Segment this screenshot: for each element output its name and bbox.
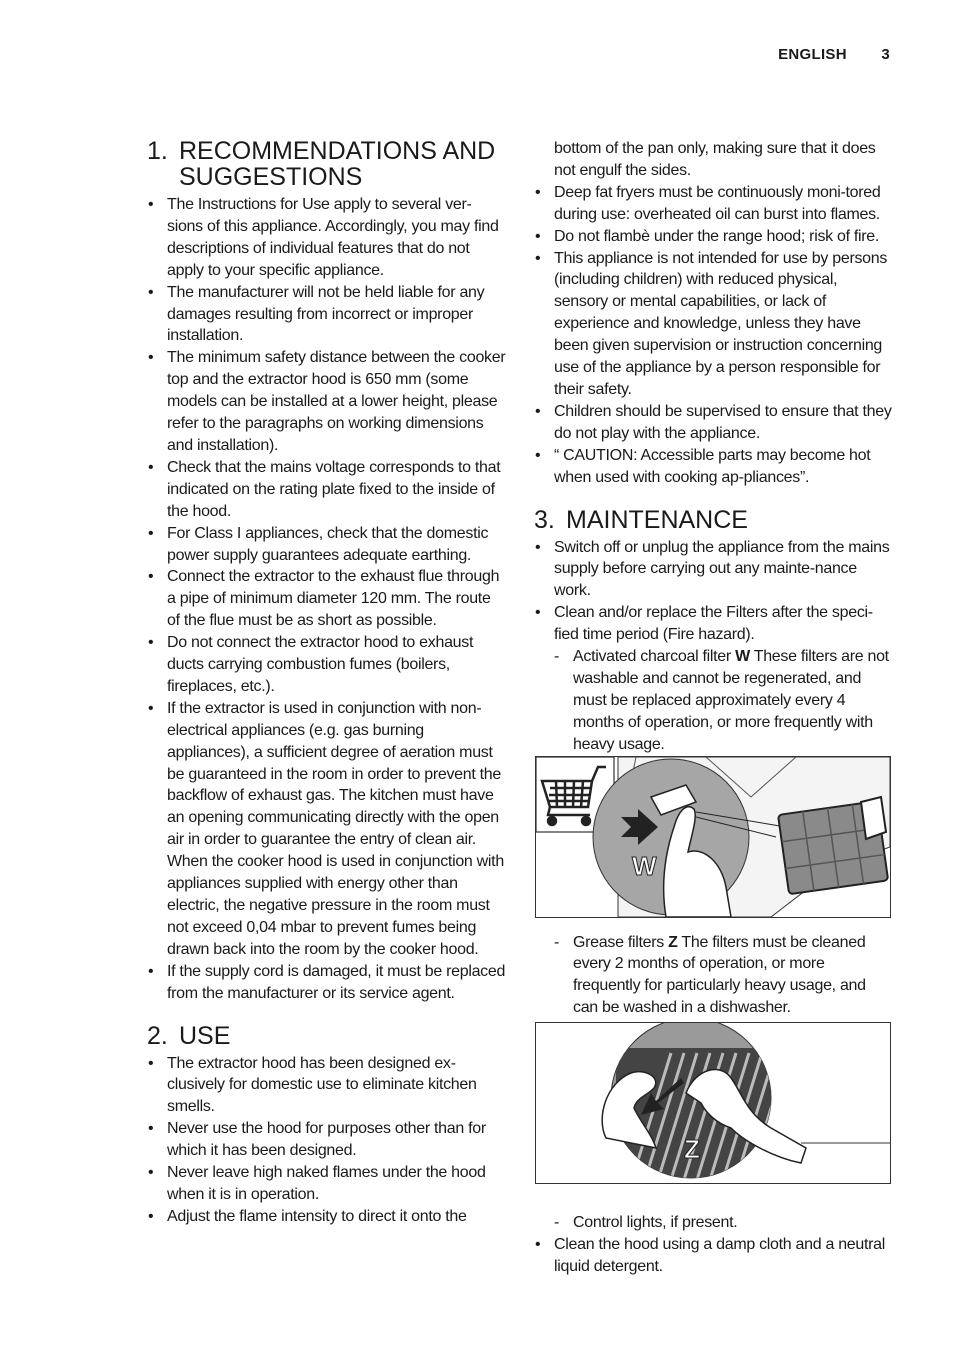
charcoal-text-pre: Activated charcoal filter (573, 648, 736, 666)
list-item: • This appliance is not intended for use by persons (including children) with reduced physical, sensory or mental capabilities, or lack of experience and knowledge, unless they have been given supervision or instruction concerning use of the appliance by a person responsible for their safety. (534, 248, 894, 401)
list-item: • Adjust the flame intensity to direct it onto the (147, 1206, 507, 1228)
right-column (534, 138, 894, 1278)
list-item: • Children should be supervised to ensure that they do not play with the appliance. (534, 401, 894, 445)
section-3-heading (534, 507, 894, 533)
section-3-title: MAINTENANCE (566, 505, 748, 534)
section-3-number: 3. (534, 505, 555, 534)
grease-filter-letter: Z (668, 933, 678, 951)
list-item: • Clean the hood using a damp cloth and a neutral liquid detergent. (534, 1234, 894, 1278)
section-3-list-end (534, 1212, 894, 1278)
list-item: • The Instructions for Use apply to several ver-sions of this appliance. Accordingly, you may find descriptions of individual features that do not apply to your specific appliance. (147, 194, 507, 282)
section-1-number: 1. (147, 137, 168, 165)
language-label: ENGLISH (778, 46, 847, 63)
page-number: 3 (881, 46, 890, 63)
charcoal-filter-letter: W (735, 648, 750, 666)
charcoal-filter-figure (535, 756, 891, 918)
list-item: • For Class I appliances, check that the domestic power supply guarantees adequate earthing. (147, 523, 507, 567)
list-item: • The minimum safety distance between the cooker top and the extractor hood is 650 mm (some models can be installed at a lower height, please refer to the paragraphs on working dimensions and installation). (147, 347, 507, 457)
list-item: • Clean and/or replace the Filters after the speci-fied time period (Fire hazard). (534, 602, 894, 646)
grease-text-pre: Grease filters (573, 933, 669, 951)
charcoal-text-post: These filters are not washable and cannot be regenerated, and must be replaced approximately every 4 months of operation, or more frequently with heavy usage. (573, 648, 889, 753)
grease-text-post: The filters must be cleaned every 2 months of operation, or more frequently for particularly heavy usage, and can be washed in a dishwasher. (573, 933, 866, 1017)
continued-item-text: bottom of the pan only, making sure that it does not engulf the sides. (554, 140, 876, 179)
list-item: • If the supply cord is damaged, it must be replaced from the manufacturer or its service agent. (147, 961, 507, 1005)
list-item: • Switch off or unplug the appliance from the mains supply before carrying out any mainte-nance work. (534, 537, 894, 603)
grease-filter-list (534, 932, 894, 1020)
grease-filter-item (534, 932, 894, 1020)
list-item: • If the extractor is used in conjunction with non-electrical appliances (e.g. gas burning appliances), a sufficient degree of aeration must be guaranteed in the room in order to prevent the backflow of exhaust gas. The kitchen must have an opening communicating directly with the open air in order to guarantee the entry of clean air. When the cooker hood is used in conjunction with appliances supplied with energy other than electric, the negative pressure in the room must not exceed 0,04 mbar to prevent fumes being drawn back into the room by the cooker hood. (147, 698, 507, 961)
section-3-list (534, 537, 894, 756)
list-item: • “ CAUTION: Accessible parts may become hot when used with cooking ap-pliances”. (534, 445, 894, 489)
list-item: • Never leave high naked flames under the hood when it is in operation. (147, 1162, 507, 1206)
figure-label-z: Z (684, 1134, 700, 1165)
section-2-number: 2. (147, 1021, 168, 1050)
list-item: • Do not connect the extractor hood to exhaust ducts carrying combustion fumes (boilers, fireplaces, etc.). (147, 632, 507, 698)
figure-label-w: W (632, 850, 657, 881)
section-2-list (147, 1053, 507, 1228)
control-lights-item: - Control lights, if present. (534, 1212, 894, 1234)
list-item: • The extractor hood has been designed ex-clusively for domestic use to eliminate kitchen smells. (147, 1053, 507, 1119)
section-2-list-continued (534, 182, 894, 489)
section-2-title: USE (179, 1021, 231, 1050)
list-item: • Do not flambè under the range hood; risk of fire. (534, 226, 894, 248)
section-1-title: RECOMMENDATIONS AND SUGGESTIONS (179, 137, 496, 191)
charcoal-filter-item (534, 646, 894, 756)
page-header (778, 46, 890, 63)
list-item: • Never use the hood for purposes other than for which it has been designed. (147, 1118, 507, 1162)
list-item: • Deep fat fryers must be continuously moni-tored during use: overheated oil can burst into flames. (534, 182, 894, 226)
list-item: • The manufacturer will not be held liable for any damages resulting from incorrect or improper installation. (147, 282, 507, 348)
list-item: • Check that the mains voltage corresponds to that indicated on the rating plate fixed to the inside of the hood. (147, 457, 507, 523)
section-1-list (147, 194, 507, 1005)
grease-filter-figure (535, 1022, 891, 1184)
list-item: • Connect the extractor to the exhaust flue through a pipe of minimum diameter 120 mm. The route of the flue must be as short as possible. (147, 566, 507, 632)
left-column (147, 138, 507, 1228)
section-2-heading (147, 1023, 507, 1049)
section-1-heading (147, 138, 507, 190)
